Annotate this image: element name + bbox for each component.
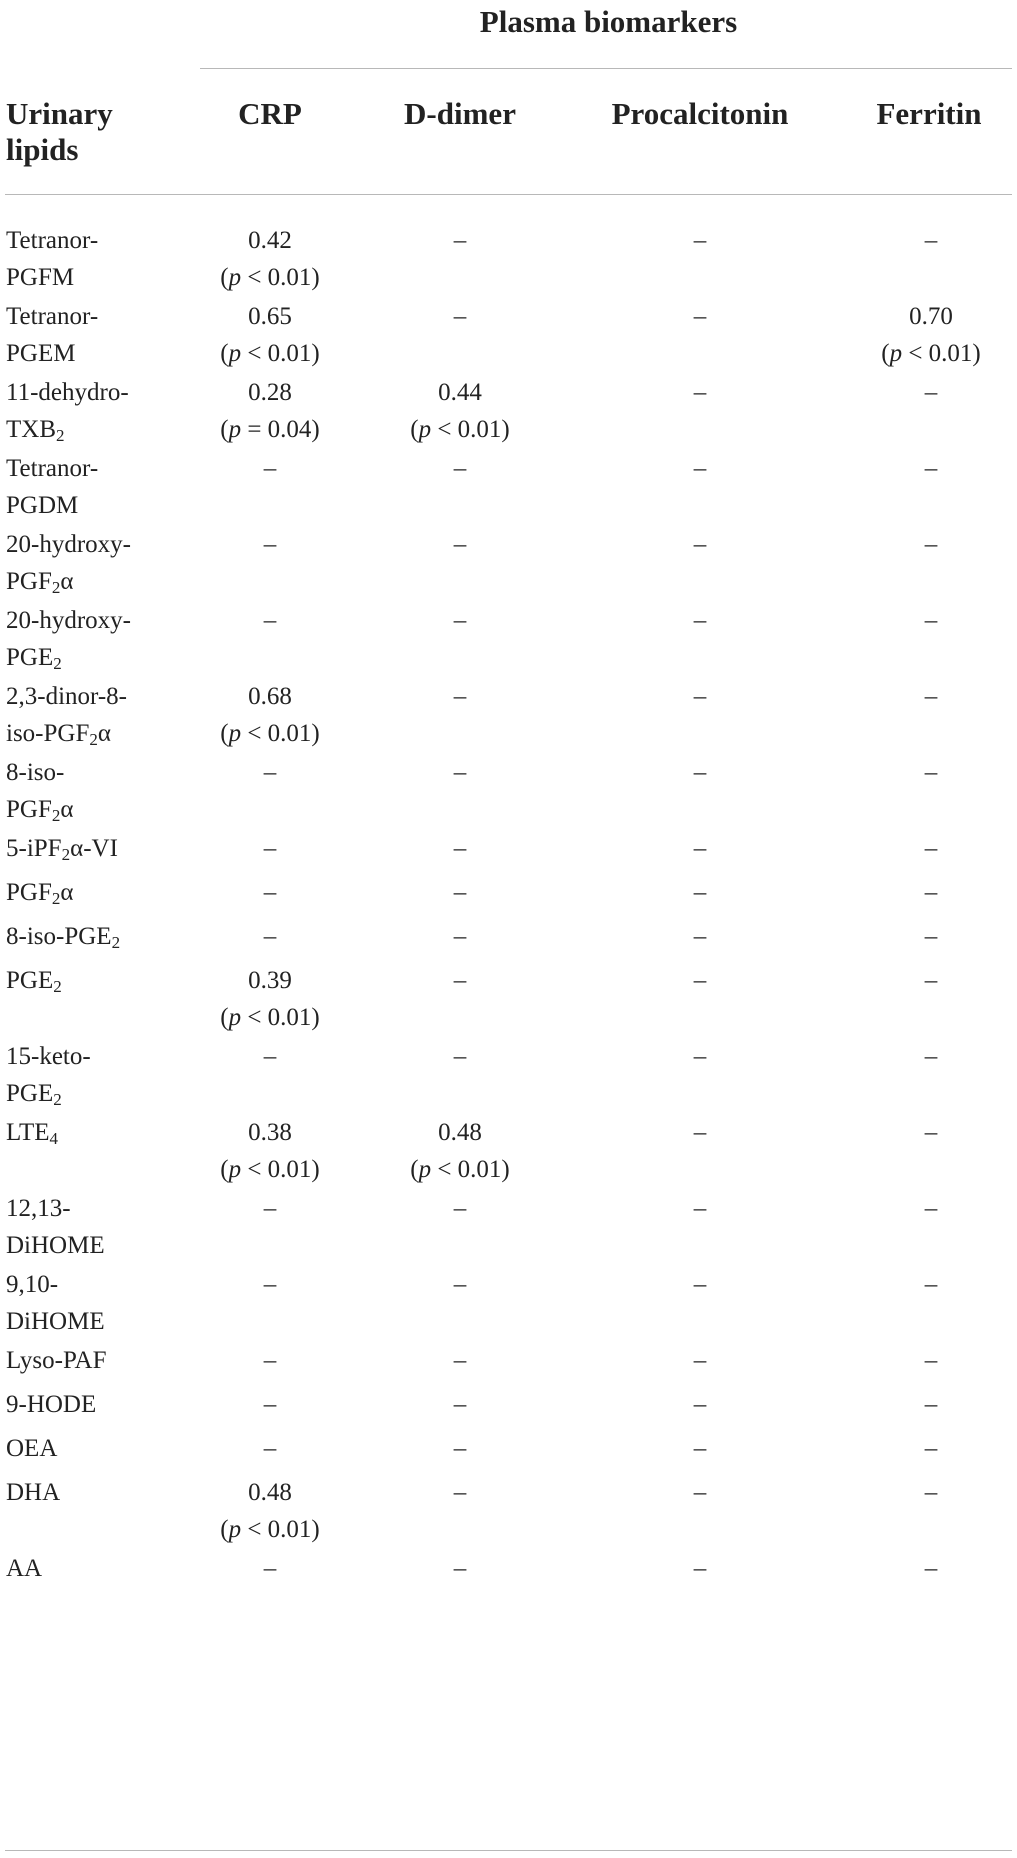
correlation-value: –	[453, 531, 467, 558]
cell-d-dimer	[365, 1114, 555, 1190]
cell-crp	[175, 962, 365, 1038]
cell-procalcitonin	[555, 298, 845, 374]
correlation-value: 0.48	[248, 1479, 292, 1506]
cell-ferritin	[845, 374, 1017, 450]
lipid-name-line: DHA	[6, 1479, 61, 1506]
cell-d-dimer	[365, 1190, 555, 1266]
cell-procalcitonin	[555, 918, 845, 962]
correlation-value: –	[924, 759, 938, 786]
cell-procalcitonin	[555, 1038, 845, 1114]
p-value: (p < 0.01)	[220, 1516, 320, 1543]
correlation-value: –	[263, 879, 277, 906]
correlation-value: 0.65	[248, 303, 292, 330]
lipid-name-line: $LTE_4$	[6, 1119, 59, 1148]
correlation-value: 0.48	[438, 1119, 482, 1146]
correlation-value: –	[924, 879, 938, 906]
cell-d-dimer	[365, 918, 555, 962]
correlation-value: –	[453, 1479, 467, 1506]
correlation-value: –	[453, 1435, 467, 1462]
correlation-value: –	[924, 835, 938, 862]
lipid-name-line: $TXB_2$	[6, 416, 65, 445]
correlation-value: –	[693, 1555, 707, 1582]
row-header	[6, 96, 166, 168]
correlation-value: –	[924, 923, 938, 950]
lipid-name-line: PGDM	[6, 492, 79, 519]
column-header-crp: CRP	[238, 96, 302, 131]
table-header-row	[0, 96, 1017, 176]
correlation-value: –	[693, 1347, 707, 1374]
lipid-name-line: PGEM	[6, 340, 76, 367]
correlation-value: –	[924, 227, 938, 254]
lipid-name-line: 20-hydroxy-	[6, 607, 131, 634]
cell-procalcitonin	[555, 754, 845, 830]
table-row	[0, 918, 1017, 962]
correlation-value: 0.44	[438, 379, 482, 406]
lipid-name-line: Tetranor-	[6, 227, 99, 254]
lipid-name-line: 20-hydroxy-	[6, 531, 131, 558]
correlation-value: –	[924, 967, 938, 994]
correlation-value: –	[453, 967, 467, 994]
p-value: (p < 0.01)	[220, 1004, 320, 1031]
correlation-value: –	[453, 835, 467, 862]
cell-d-dimer	[365, 602, 555, 678]
correlation-value: –	[924, 683, 938, 710]
cell-d-dimer	[365, 1266, 555, 1342]
cell-ferritin	[845, 754, 1017, 830]
correlation-value: –	[693, 227, 707, 254]
table-body	[0, 222, 1017, 1594]
cell-d-dimer	[365, 754, 555, 830]
table-row	[0, 1474, 1017, 1550]
row-header-line2: lipids	[6, 132, 79, 167]
cell-procalcitonin	[555, 1430, 845, 1474]
cell-procalcitonin	[555, 830, 845, 874]
table-row	[0, 602, 1017, 678]
correlation-value: –	[453, 759, 467, 786]
table-row	[0, 1386, 1017, 1430]
cell-crp	[175, 1550, 365, 1594]
column-header-ferritin: Ferritin	[876, 96, 982, 131]
lipid-name	[0, 222, 175, 298]
p-value: (p < 0.01)	[220, 720, 320, 747]
lipid-name-line: Tetranor-	[6, 303, 99, 330]
correlation-value: –	[924, 1271, 938, 1298]
correlation-value: –	[453, 923, 467, 950]
lipid-name	[0, 678, 175, 754]
table-row	[0, 1114, 1017, 1190]
cell-d-dimer	[365, 450, 555, 526]
table-row	[0, 1038, 1017, 1114]
lipid-name	[0, 1386, 175, 1430]
cell-d-dimer	[365, 222, 555, 298]
cell-procalcitonin	[555, 1550, 845, 1594]
lipid-name-line: 5-iPF$_2$α-VI	[6, 835, 118, 864]
table-row	[0, 1430, 1017, 1474]
lipid-name	[0, 1430, 175, 1474]
correlation-value: 0.70	[909, 303, 953, 330]
correlation-value: –	[693, 1195, 707, 1222]
correlation-value: 0.68	[248, 683, 292, 710]
lipid-name-line: PGFM	[6, 264, 75, 291]
correlation-value: –	[453, 1555, 467, 1582]
lipid-name-line: Lyso-PAF	[6, 1347, 107, 1374]
lipid-name-line: DiHOME	[6, 1232, 105, 1259]
cell-ferritin	[845, 1430, 1017, 1474]
cell-procalcitonin	[555, 1342, 845, 1386]
correlation-value: –	[263, 923, 277, 950]
correlation-value: –	[924, 1479, 938, 1506]
header-rule	[5, 194, 1012, 195]
correlation-value: –	[924, 1195, 938, 1222]
lipid-name-line: 15-keto-	[6, 1043, 91, 1070]
cell-ferritin	[845, 678, 1017, 754]
table-row	[0, 874, 1017, 918]
cell-ferritin	[845, 874, 1017, 918]
correlation-value: –	[453, 1043, 467, 1070]
column-header-procalcitonin: Procalcitonin	[611, 96, 789, 131]
correlation-value: –	[924, 1119, 938, 1146]
p-value: (p < 0.01)	[410, 416, 510, 443]
correlation-value: –	[453, 455, 467, 482]
lipid-name	[0, 374, 175, 450]
lipid-name-line: 9,10-	[6, 1271, 59, 1298]
lipid-name	[0, 1474, 175, 1550]
cell-crp	[175, 1430, 365, 1474]
table-row	[0, 222, 1017, 298]
correlation-value: –	[263, 607, 277, 634]
cell-d-dimer	[365, 678, 555, 754]
column-group-title: Plasma biomarkers	[479, 4, 738, 39]
cell-procalcitonin	[555, 602, 845, 678]
cell-crp	[175, 754, 365, 830]
cell-d-dimer	[365, 1342, 555, 1386]
correlation-value: –	[693, 967, 707, 994]
p-value: (p < 0.01)	[881, 340, 981, 367]
correlation-value: –	[693, 455, 707, 482]
cell-d-dimer	[365, 830, 555, 874]
cell-crp	[175, 874, 365, 918]
lipid-name	[0, 754, 175, 830]
correlation-value: –	[453, 303, 467, 330]
lipid-name-line: $PGE_2$	[6, 1080, 62, 1109]
cell-d-dimer	[365, 962, 555, 1038]
table-row	[0, 526, 1017, 602]
cell-d-dimer	[365, 298, 555, 374]
lipid-name	[0, 874, 175, 918]
p-value: (p < 0.01)	[220, 264, 320, 291]
correlation-value: –	[453, 683, 467, 710]
lipid-name-line: 9-HODE	[6, 1391, 97, 1418]
cell-d-dimer	[365, 1430, 555, 1474]
correlation-value: –	[263, 1435, 277, 1462]
correlation-value: –	[263, 531, 277, 558]
table-row	[0, 678, 1017, 754]
correlation-value: –	[693, 303, 707, 330]
cell-d-dimer	[365, 1550, 555, 1594]
cell-procalcitonin	[555, 1386, 845, 1430]
p-value: (p < 0.01)	[220, 340, 320, 367]
cell-d-dimer	[365, 374, 555, 450]
cell-procalcitonin	[555, 1114, 845, 1190]
cell-crp	[175, 918, 365, 962]
correlation-value: –	[924, 1435, 938, 1462]
lipid-name	[0, 830, 175, 874]
lipid-name-line: $PGF_2\alpha$	[6, 879, 74, 908]
cell-ferritin	[845, 1386, 1017, 1430]
cell-ferritin	[845, 602, 1017, 678]
correlation-value: –	[693, 1271, 707, 1298]
cell-crp	[175, 830, 365, 874]
cell-ferritin	[845, 298, 1017, 374]
cell-crp	[175, 222, 365, 298]
lipid-name-line: iso-$PGF_2\alpha$	[6, 720, 111, 749]
correlation-value: 0.39	[248, 967, 292, 994]
table-row	[0, 1342, 1017, 1386]
lipid-name	[0, 1342, 175, 1386]
cell-ferritin	[845, 1550, 1017, 1594]
cell-procalcitonin	[555, 1474, 845, 1550]
correlation-value: –	[453, 1195, 467, 1222]
correlation-value: –	[693, 759, 707, 786]
cell-ferritin	[845, 1474, 1017, 1550]
lipid-name-line: DiHOME	[6, 1308, 105, 1335]
cell-crp	[175, 678, 365, 754]
correlation-value: –	[924, 1347, 938, 1374]
correlation-value: –	[924, 1043, 938, 1070]
correlation-value: 0.42	[248, 227, 292, 254]
column-header-d-dimer: D-dimer	[404, 96, 516, 131]
lipid-name-line: AA	[6, 1555, 43, 1582]
correlation-value: –	[453, 227, 467, 254]
correlation-value: –	[453, 1391, 467, 1418]
lipid-name	[0, 1550, 175, 1594]
lipid-name-line: $PGF_2\alpha$	[6, 568, 74, 597]
lipid-name-line: $PGF_2\alpha$	[6, 796, 74, 825]
cell-d-dimer	[365, 526, 555, 602]
lipid-name	[0, 918, 175, 962]
lipid-name	[0, 1038, 175, 1114]
cell-crp	[175, 1386, 365, 1430]
cell-ferritin	[845, 1114, 1017, 1190]
lipid-name	[0, 298, 175, 374]
correlation-value: –	[263, 455, 277, 482]
correlation-value: –	[453, 607, 467, 634]
correlation-value: –	[693, 379, 707, 406]
p-value: (p < 0.01)	[410, 1156, 510, 1183]
lipid-name	[0, 962, 175, 1038]
lipid-name-line: 11-dehydro-	[6, 379, 129, 406]
correlation-value: –	[263, 835, 277, 862]
footer-rule	[5, 1850, 1012, 1851]
p-value: (p < 0.01)	[220, 1156, 320, 1183]
lipid-name-line: Tetranor-	[6, 455, 99, 482]
cell-ferritin	[845, 526, 1017, 602]
cell-ferritin	[845, 450, 1017, 526]
cell-crp	[175, 1114, 365, 1190]
cell-crp	[175, 450, 365, 526]
correlation-value: –	[693, 683, 707, 710]
lipid-name-line: OEA	[6, 1435, 58, 1462]
correlation-value: –	[263, 1555, 277, 1582]
lipid-name-line: $PGE_2$	[6, 967, 62, 996]
cell-ferritin	[845, 830, 1017, 874]
table-row	[0, 374, 1017, 450]
p-value: (p = 0.04)	[220, 416, 320, 443]
lipid-name-line: 2,3-dinor-8-	[6, 683, 127, 710]
cell-ferritin	[845, 962, 1017, 1038]
correlation-value: –	[453, 879, 467, 906]
lipid-name	[0, 602, 175, 678]
correlation-value: –	[263, 1271, 277, 1298]
correlation-value: –	[924, 1555, 938, 1582]
correlation-value: –	[263, 1043, 277, 1070]
table-row	[0, 450, 1017, 526]
cell-procalcitonin	[555, 678, 845, 754]
cell-ferritin	[845, 1190, 1017, 1266]
cell-d-dimer	[365, 1474, 555, 1550]
cell-procalcitonin	[555, 1266, 845, 1342]
lipid-name	[0, 1190, 175, 1266]
cell-d-dimer	[365, 1038, 555, 1114]
lipid-name	[0, 1266, 175, 1342]
lipid-name	[0, 526, 175, 602]
correlation-value: –	[924, 531, 938, 558]
lipid-name	[0, 450, 175, 526]
cell-crp	[175, 1190, 365, 1266]
cell-procalcitonin	[555, 526, 845, 602]
cell-crp	[175, 1266, 365, 1342]
correlation-value: –	[693, 1435, 707, 1462]
correlation-value: –	[693, 607, 707, 634]
correlation-value: –	[693, 835, 707, 862]
cell-procalcitonin	[555, 374, 845, 450]
lipid-name	[0, 1114, 175, 1190]
cell-ferritin	[845, 222, 1017, 298]
correlation-value: 0.38	[248, 1119, 292, 1146]
correlation-value: –	[693, 1479, 707, 1506]
correlation-value: –	[263, 1347, 277, 1374]
correlation-value: –	[693, 879, 707, 906]
cell-procalcitonin	[555, 1190, 845, 1266]
correlation-value: –	[693, 923, 707, 950]
correlation-value: –	[693, 1119, 707, 1146]
table-row	[0, 298, 1017, 374]
table-row	[0, 830, 1017, 874]
correlation-value: –	[263, 1195, 277, 1222]
row-header-line1: Urinary	[6, 96, 113, 131]
correlation-value: –	[924, 455, 938, 482]
correlation-value: –	[263, 1391, 277, 1418]
cell-crp	[175, 1038, 365, 1114]
cell-procalcitonin	[555, 962, 845, 1038]
cell-crp	[175, 298, 365, 374]
correlation-value: –	[924, 607, 938, 634]
correlation-value: 0.28	[248, 379, 292, 406]
table-row	[0, 1266, 1017, 1342]
table-row	[0, 962, 1017, 1038]
lipid-name-line: 12,13-	[6, 1195, 71, 1222]
cell-crp	[175, 1474, 365, 1550]
correlation-value: –	[924, 379, 938, 406]
lipid-name-line: 8-iso-	[6, 759, 65, 786]
cell-procalcitonin	[555, 450, 845, 526]
lipid-name-line: $8-iso-PGE_2$	[6, 923, 121, 952]
correlation-value: –	[693, 1043, 707, 1070]
correlation-value: –	[263, 759, 277, 786]
correlation-value: –	[693, 1391, 707, 1418]
correlation-value: –	[453, 1347, 467, 1374]
lipid-name-line: $PGE_2$	[6, 644, 62, 673]
cell-d-dimer	[365, 874, 555, 918]
cell-procalcitonin	[555, 222, 845, 298]
cell-crp	[175, 1342, 365, 1386]
cell-ferritin	[845, 1266, 1017, 1342]
cell-crp	[175, 602, 365, 678]
cell-d-dimer	[365, 1386, 555, 1430]
table-row	[0, 754, 1017, 830]
correlation-value: –	[453, 1271, 467, 1298]
cell-ferritin	[845, 918, 1017, 962]
cell-ferritin	[845, 1342, 1017, 1386]
cell-crp	[175, 526, 365, 602]
correlation-value: –	[693, 531, 707, 558]
group-rule	[200, 68, 1012, 69]
correlation-value: –	[924, 1391, 938, 1418]
cell-procalcitonin	[555, 874, 845, 918]
cell-crp	[175, 374, 365, 450]
cell-ferritin	[845, 1038, 1017, 1114]
table-row	[0, 1550, 1017, 1594]
table-row	[0, 1190, 1017, 1266]
